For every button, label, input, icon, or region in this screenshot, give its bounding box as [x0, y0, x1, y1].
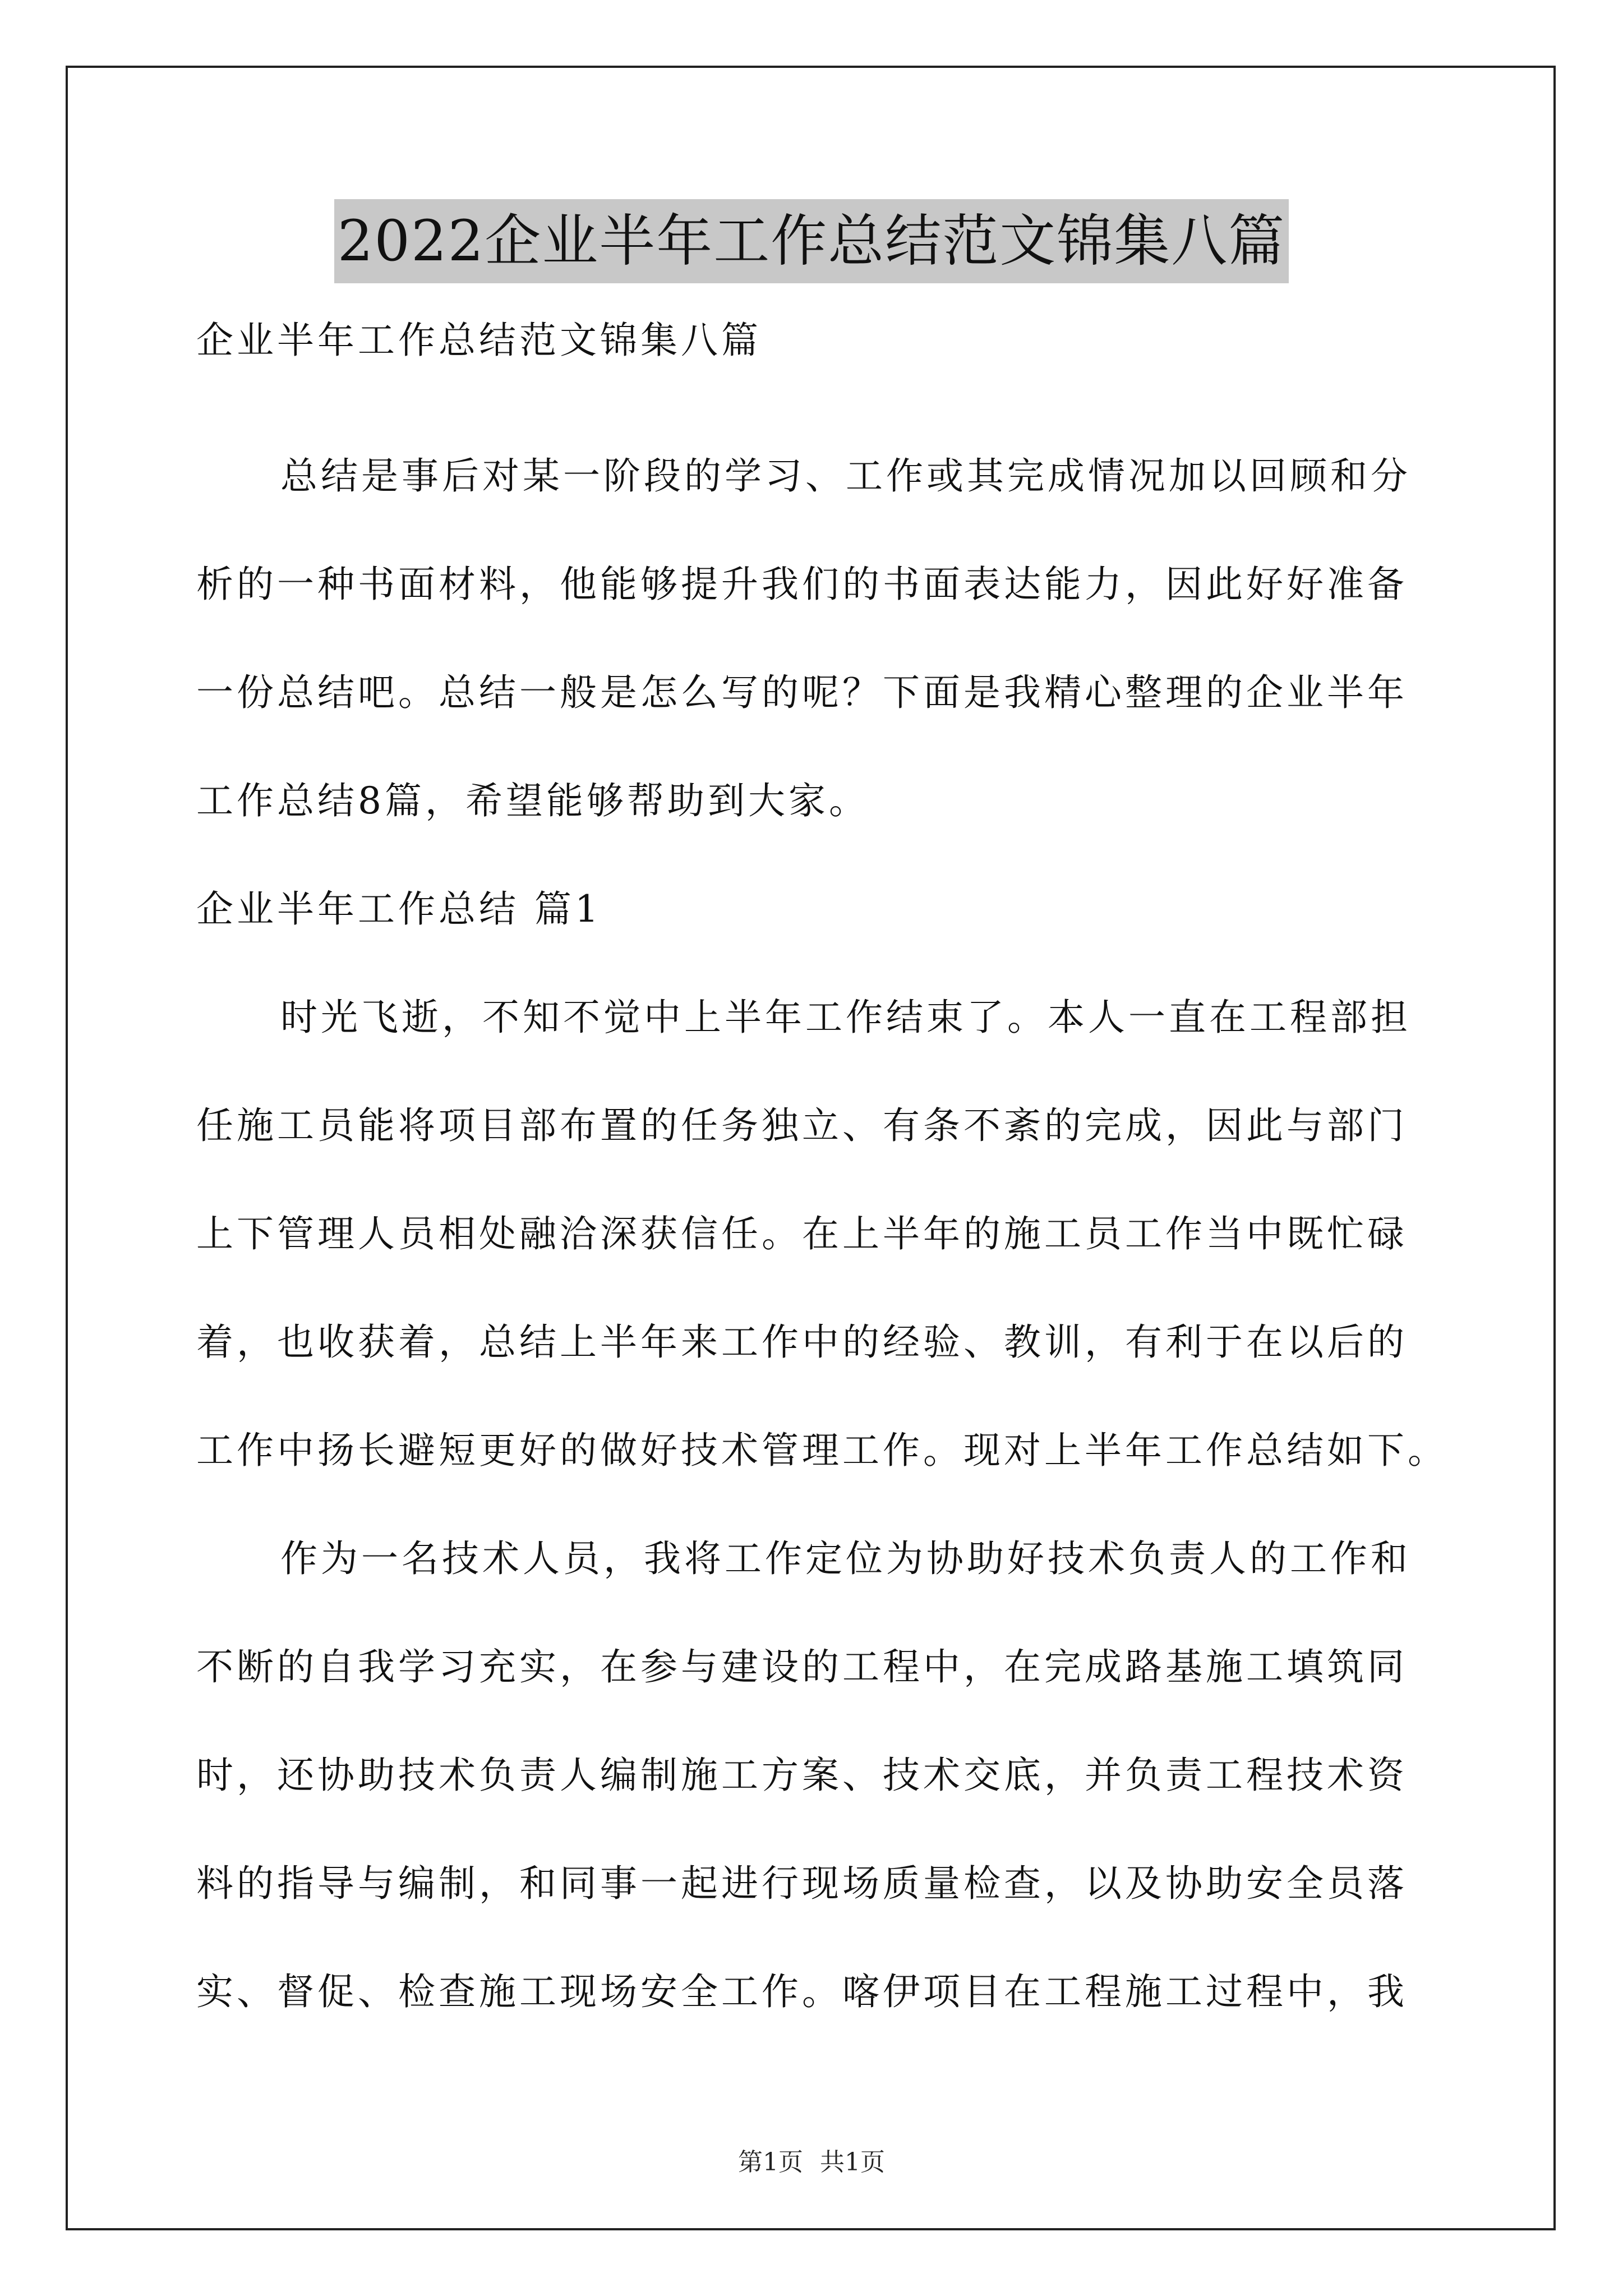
paragraph-line: 实、督促、检查施工现场安全工作。喀伊项目在工程施工过程中，我	[196, 1970, 1408, 2013]
intro-line: 一份总结吧。总结一般是怎么写的呢？下面是我精心整理的企业半年	[196, 671, 1408, 714]
paragraph-line: 作为一名技术人员，我将工作定位为协助好技术负责人的工作和	[280, 1537, 1411, 1580]
section-heading: 企业半年工作总结 篇1	[196, 887, 602, 931]
page-number-current: 第1页	[738, 2148, 803, 2177]
paragraph-line: 任施工员能将项目部布置的任务独立、有条不紊的完成，因此与部门	[196, 1104, 1408, 1147]
page-number-total: 共1页	[820, 2148, 885, 2177]
intro-line: 工作总结8篇，希望能够帮助到大家。	[196, 779, 869, 822]
paragraph-line: 上下管理人员相处融洽深获信任。在上半年的施工员工作当中既忙碌	[196, 1212, 1408, 1255]
paragraph-line: 时光飞逝，不知不觉中上半年工作结束了。本人一直在工程部担	[280, 996, 1411, 1039]
document-subtitle: 企业半年工作总结范文锦集八篇	[196, 319, 762, 362]
paragraph-line: 着，也收获着，总结上半年来工作中的经验、教训，有利于在以后的	[196, 1320, 1408, 1364]
title-container	[0, 199, 1623, 283]
paragraph-line: 时，还协助技术负责人编制施工方案、技术交底，并负责工程技术资	[196, 1754, 1408, 1797]
paragraph-line: 不断的自我学习充实，在参与建设的工程中，在完成路基施工填筑同	[196, 1645, 1408, 1688]
page-footer	[0, 2142, 1623, 2178]
paragraph-line: 料的指导与编制，和同事一起进行现场质量检查，以及协助安全员落	[196, 1862, 1408, 1905]
intro-line: 析的一种书面材料，他能够提升我们的书面表达能力，因此好好准备	[196, 563, 1408, 606]
document-title: 2022企业半年工作总结范文锦集八篇	[334, 199, 1289, 283]
paragraph-line: 工作中扬长避短更好的做好技术管理工作。现对上半年工作总结如下。	[196, 1429, 1448, 1472]
intro-line: 总结是事后对某一阶段的学习、工作或其完成情况加以回顾和分	[280, 454, 1411, 498]
